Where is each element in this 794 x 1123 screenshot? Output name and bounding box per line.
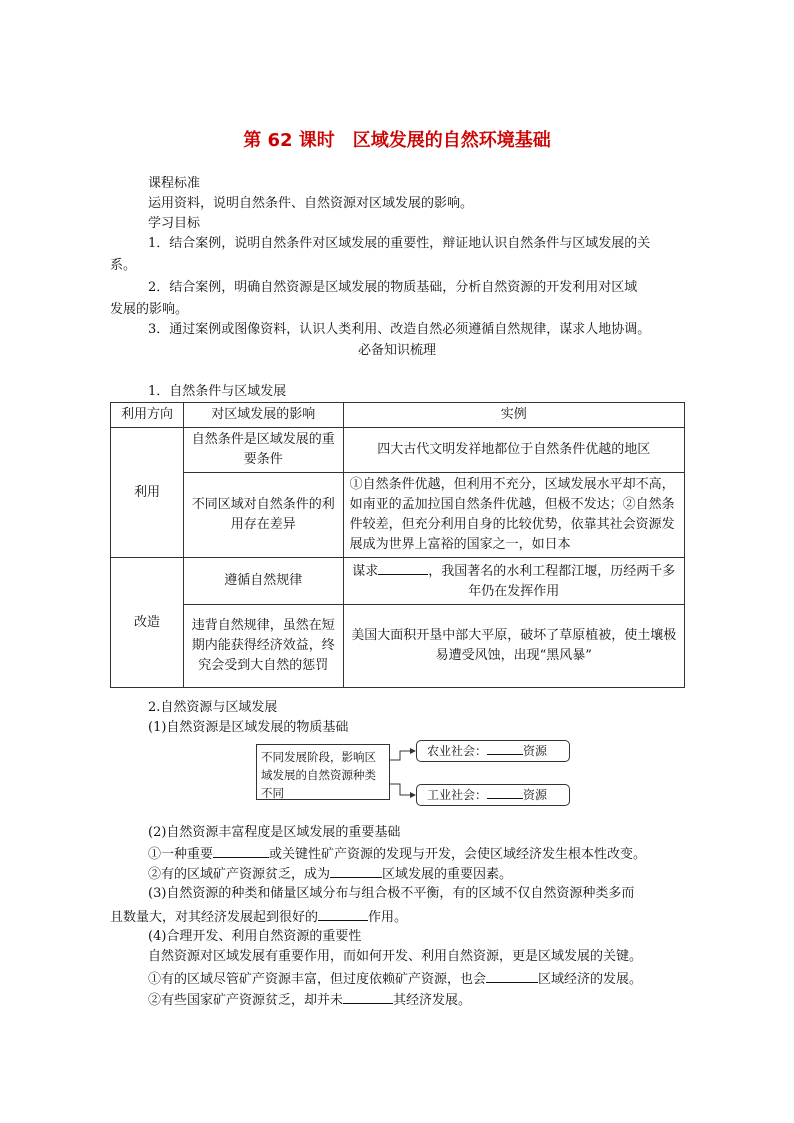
goal-2-line-1: 2．结合案例，明确自然资源是区域发展的物质基础，分析自然资源的开发利用对区域: [148, 280, 638, 295]
row-label-transform: 改造: [111, 558, 184, 688]
table-cell: 四大古代文明发祥地都位于自然条件优越的地区: [343, 428, 684, 473]
fill-blank[interactable]: [486, 968, 538, 983]
course-standard-text: 运用资料，说明自然条件、自然资源对区域发展的影响。: [148, 196, 474, 211]
text: 区域发展的重要因素。: [382, 867, 513, 882]
fill-blank[interactable]: [487, 742, 523, 755]
table-cell: 自然条件是区域发展的重要条件: [183, 428, 343, 473]
text: ①有的区域尽管矿产资源丰富，但过度依赖矿产资源，也会: [148, 972, 487, 987]
fill-blank[interactable]: [343, 989, 393, 1004]
part2-sub4: (4)合理开发、利用自然资源的重要性: [148, 929, 362, 944]
table-cell: [343, 558, 684, 605]
agri-suffix: 资源: [523, 744, 548, 758]
industry-label: 工业社会：: [427, 788, 488, 802]
sub4-line-2: [148, 968, 642, 990]
example-text-a: 谋求: [352, 564, 379, 579]
table-cell: 违背自然规律，虽然在短期内能获得经济效益，终究会受到大自然的惩罚: [183, 605, 343, 688]
fill-blank[interactable]: [318, 906, 368, 921]
text: ②有的区域矿产资源贫乏，成为: [148, 867, 331, 882]
diagram-source-box: 不同发展阶段，影响区域发展的自然资源种类不同: [256, 744, 390, 800]
goal-3: 3．通过案例或图像资料，认识人类利用、改造自然必须遵循自然规律，谋求人地协调。: [148, 322, 651, 337]
diagram-industry-pill: [416, 784, 570, 806]
learning-goals-heading: 学习目标: [148, 216, 201, 231]
text: ①一种重要: [148, 847, 214, 862]
text: 其经济发展。: [393, 993, 472, 1008]
sub2-line-1: [148, 843, 646, 865]
col-header-example: 实例: [343, 403, 684, 428]
part1-heading: 1．自然条件与区域发展: [148, 384, 287, 399]
text: 且数量大，对其经济发展起到很好的: [110, 910, 319, 925]
part2-sub2: (2)自然资源丰富程度是区域发展的重要基础: [148, 825, 401, 840]
sub4-line-1: 自然资源对区域发展有重要作用，而如何开发、利用自然资源，更是区域发展的关键。: [148, 949, 643, 964]
table-row: [111, 428, 685, 473]
table-cell: ①自然条件优越，但利用不充分，区域发展水平却不高，如南亚的孟加拉国自然条件优越，但极不发达；②自然条件较差，但充分利用自身的比较优势，依靠其社会资源发展成为世界上富裕的国家之一，如日本: [343, 473, 684, 558]
goal-2-line-2: 发展的影响。: [110, 302, 189, 317]
table-header-row: [111, 403, 685, 428]
text: 区域经济的发展。: [538, 972, 643, 987]
sub2-line-2: [148, 863, 512, 885]
part2-sub3-line-2: [110, 906, 407, 928]
col-header-direction: 利用方向: [111, 403, 184, 428]
col-header-effect: 对区域发展的影响: [183, 403, 343, 428]
resource-stage-diagram: [256, 744, 576, 810]
table-row: [111, 605, 685, 688]
natural-conditions-table: [110, 402, 685, 688]
text: ②有些国家矿产资源贫乏，却并未: [148, 993, 344, 1008]
fill-blank[interactable]: [378, 560, 428, 575]
fill-blank[interactable]: [487, 786, 523, 799]
fill-blank[interactable]: [213, 843, 269, 858]
sub4-line-3: [148, 989, 471, 1011]
part2-heading: 2.自然资源与区域发展: [148, 700, 278, 715]
agri-label: 农业社会：: [427, 744, 488, 758]
part2-sub3-line-1: (3)自然资源的种类和储量区域分布与组合极不平衡，有的区域不仅自然资源种类多而: [148, 886, 635, 901]
table-row: [111, 558, 685, 605]
table-cell: 不同区域对自然条件的利用存在差异: [183, 473, 343, 558]
table-cell: 遵循自然规律: [183, 558, 343, 605]
goal-1-line-1: 1．结合案例，说明自然条件对区域发展的重要性，辩证地认识自然条件与区域发展的关: [148, 236, 651, 251]
goal-1-line-2: 系。: [110, 258, 137, 273]
text: 或关键性矿产资源的发现与开发，会使区域经济发生根本性改变。: [269, 847, 647, 862]
section-heading: 必备知识梳理: [357, 343, 436, 358]
table-row: [111, 473, 685, 558]
text: 作用。: [368, 910, 408, 925]
row-label-use: 利用: [111, 428, 184, 558]
table-cell: 美国大面积开垦中部大平原，破坏了草原植被，使土壤极易遭受风蚀，出现“黑风暴”: [343, 605, 684, 688]
course-standard-heading: 课程标准: [148, 176, 201, 191]
industry-suffix: 资源: [523, 788, 548, 802]
fill-blank[interactable]: [330, 863, 382, 878]
page-title: 第 62 课时 区域发展的自然环境基础: [243, 130, 551, 151]
example-text-b: ，我国著名的水利工程都江堰，历经两千多年仍在发挥作用: [428, 564, 676, 599]
diagram-agri-pill: [416, 740, 570, 762]
part2-sub1: (1)自然资源是区域发展的物质基础: [148, 720, 349, 735]
